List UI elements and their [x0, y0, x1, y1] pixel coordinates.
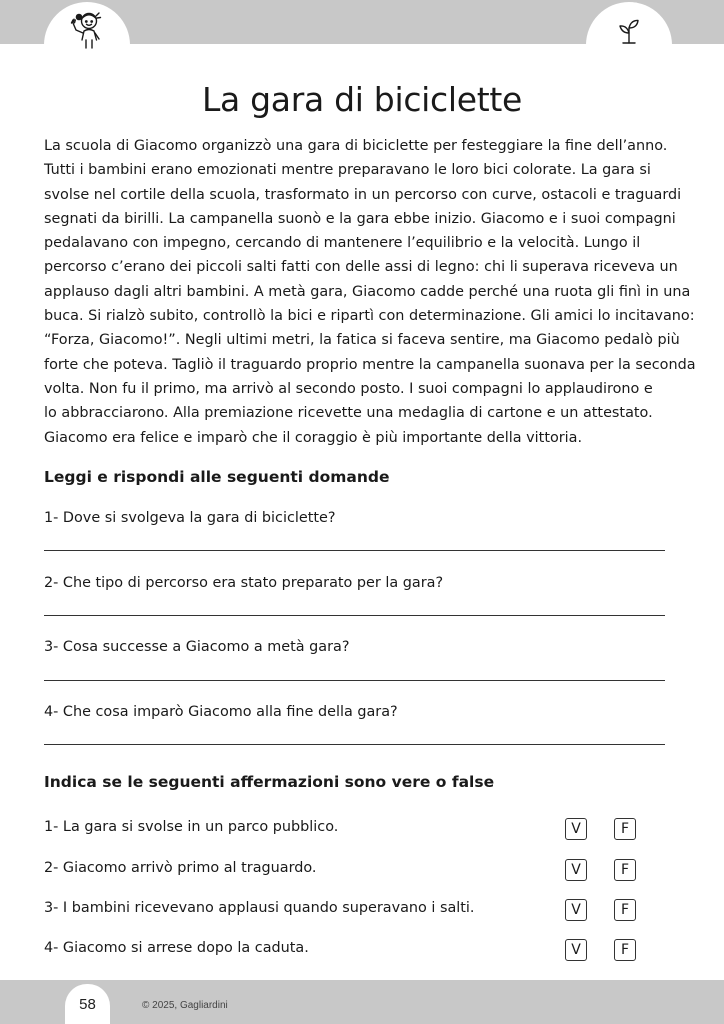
answer-line-3[interactable]: [44, 680, 665, 681]
page-title: La gara di biciclette: [201, 80, 523, 119]
answer-line-2[interactable]: [44, 615, 665, 616]
true-box-2[interactable]: V: [565, 859, 587, 881]
story-line: volta. Non fu il primo, ma arrivò al secondo posto. I suoi compagni lo applaudirono e: [44, 380, 653, 397]
true-box-1[interactable]: V: [565, 818, 587, 840]
true-box-4[interactable]: V: [565, 939, 587, 961]
story-line: forte che poteva. Tagliò il traguardo proprio mentre la campanella suonava per la seconda: [44, 356, 696, 373]
question-2: 2- Che tipo di percorso era stato preparato per la gara?: [44, 575, 444, 591]
header-right-tab: [586, 2, 672, 56]
story-line: svolse nel cortile della scuola, trasformato in un percorso con curve, ostacoli e traguardi: [44, 186, 682, 203]
page-number: 58: [65, 984, 110, 1024]
question-3: 3- Cosa successe a Giacomo a metà gara?: [44, 639, 350, 655]
true-box-3[interactable]: V: [565, 899, 587, 921]
story-line: Tutti i bambini erano emozionati mentre preparavano le loro bici colorate. La gara si: [44, 162, 651, 179]
question-1: 1- Dove si svolgeva la gara di biciclette?: [44, 510, 336, 526]
story-line: La scuola di Giacomo organizzò una gara di biciclette per festeggiare la fine dell’anno.: [44, 138, 668, 154]
story-line: percorso c’erano dei piccoli salti fatti con delle assi di legno: chi li superava riceveva un: [44, 259, 678, 276]
answer-line-1[interactable]: [44, 550, 665, 551]
answer-line-4[interactable]: [44, 744, 665, 745]
story-line: Giacomo era felice e imparò che il coraggio è più importante della vittoria.: [44, 429, 583, 446]
copyright-notice: © 2025, Gagliardini: [142, 1000, 228, 1011]
question-4: 4- Che cosa imparò Giacomo alla fine della gara?: [44, 704, 398, 720]
story-line: lo abbracciarono. Alla premiazione ricevette una medaglia di cartone e un attestato.: [44, 405, 653, 422]
statement-2: 2- Giacomo arrivò primo al traguardo.: [44, 860, 317, 876]
false-box-1[interactable]: F: [614, 818, 636, 840]
girl-waving-icon: [44, 2, 130, 56]
questions-section-title: Leggi e rispondi alle seguenti domande: [44, 468, 390, 486]
story-line: segnati da birilli. La campanella suonò e la gara ebbe inizio. Giacomo e i suoi compagni: [44, 210, 676, 227]
sprout-icon: [586, 2, 672, 56]
story-line: applauso dagli altri bambini. A metà gara, Giacomo cadde perché una ruota gli finì in una: [44, 283, 691, 300]
statement-4: 4- Giacomo si arrese dopo la caduta.: [44, 940, 309, 956]
story-text: [44, 134, 696, 450]
story-line: buca. Si rialzò subito, controllò la bici e ripartì con determinazione. Gli amici lo incitavano:: [44, 308, 695, 325]
true-false-section-title: Indica se le seguenti affermazioni sono vere o false: [44, 773, 495, 791]
statement-1: 1- La gara si svolse in un parco pubblico.: [44, 819, 339, 835]
false-box-2[interactable]: F: [614, 859, 636, 881]
story-line: “Forza, Giacomo!”. Negli ultimi metri, la fatica si faceva sentire, ma Giacomo pedalò più: [44, 332, 680, 349]
false-box-3[interactable]: F: [614, 899, 636, 921]
statement-3: 3- I bambini ricevevano applausi quando superavano i salti.: [44, 900, 475, 916]
false-box-4[interactable]: F: [614, 939, 636, 961]
story-line: pedalavano con impegno, cercando di mantenere l’equilibrio e la velocità. Lungo il: [44, 235, 641, 252]
header-left-tab: [44, 2, 130, 56]
